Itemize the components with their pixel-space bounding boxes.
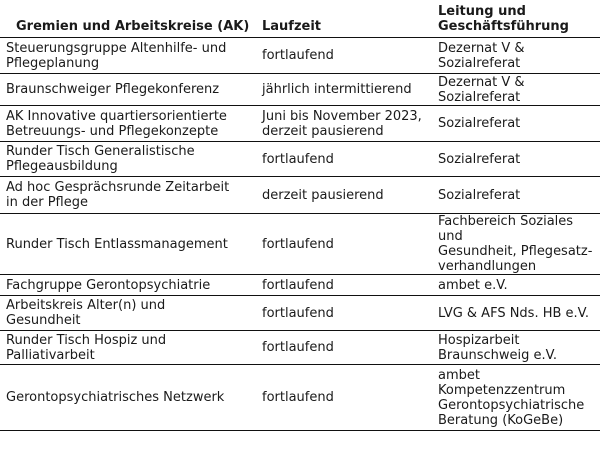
cell-gremium-text: Braunschweiger Pflegekonferenz: [6, 82, 220, 97]
cell-gremium-text: Ad hoc Gesprächsrunde Zeitarbeit in der Pflege: [6, 180, 230, 210]
table-header: [0, 0, 600, 38]
cell-laufzeit-text: fortlaufend: [262, 151, 334, 167]
cell-laufzeit-text: fortlaufend: [262, 305, 334, 321]
cell-leitung-text: Dezernat V & Sozialreferat: [438, 74, 525, 105]
cell-leitung-text: Sozialreferat: [438, 116, 521, 131]
cell-laufzeit-text: fortlaufend: [262, 236, 334, 252]
table-row: [0, 106, 600, 142]
cell-laufzeit: [258, 214, 436, 275]
table-row: [0, 365, 600, 431]
table-row: [0, 177, 600, 214]
cell-gremium: [0, 214, 258, 275]
table-row: [0, 214, 600, 275]
cell-leitung: [436, 74, 600, 106]
cell-laufzeit: [258, 106, 436, 142]
cell-gremium-text: Runder Tisch Entlassmanagement: [6, 236, 228, 252]
cell-laufzeit-text: fortlaufend: [262, 277, 334, 293]
cell-leitung: [436, 38, 600, 74]
cell-laufzeit-text: fortlaufend: [262, 390, 334, 405]
table-row: [0, 296, 600, 331]
cell-leitung: [436, 296, 600, 331]
cell-leitung-text: Hospizarbeit Braunschweig e.V.: [438, 332, 557, 363]
header-gremien: [0, 0, 258, 38]
cell-gremium: [0, 106, 258, 142]
cell-leitung: [436, 106, 600, 142]
header-gremien-text: Gremien und Arbeitskreise (AK): [16, 19, 250, 34]
cell-laufzeit: [258, 177, 436, 214]
cell-gremium: [0, 74, 258, 106]
cell-laufzeit: [258, 275, 436, 296]
cell-laufzeit-text: jährlich intermittierend: [262, 82, 412, 97]
cell-leitung-text: ambet e.V.: [438, 277, 508, 293]
cell-gremium: [0, 365, 258, 431]
table-row: [0, 275, 600, 296]
table-body: [0, 38, 600, 431]
table-row: [0, 331, 600, 365]
table-row: [0, 74, 600, 106]
cell-gremium: [0, 177, 258, 214]
cell-leitung: [436, 177, 600, 214]
cell-laufzeit: [258, 38, 436, 74]
cell-gremium-text: Arbeitskreis Alter(n) und Gesundheit: [6, 298, 166, 328]
cell-leitung-text: Sozialreferat: [438, 187, 521, 203]
cell-laufzeit-text: derzeit pausierend: [262, 187, 384, 203]
cell-leitung: [436, 142, 600, 177]
cell-gremium: [0, 142, 258, 177]
table-row: [0, 38, 600, 74]
cell-gremium: [0, 38, 258, 74]
cell-gremium: [0, 296, 258, 331]
header-leitung: [436, 0, 600, 38]
cell-gremium-text: Fachgruppe Gerontopsychiatrie: [6, 277, 211, 293]
cell-leitung-text: Dezernat V & Sozialreferat: [438, 40, 525, 71]
cell-leitung: [436, 214, 600, 275]
cell-laufzeit: [258, 331, 436, 365]
cell-leitung: [436, 275, 600, 296]
header-laufzeit-text: Laufzeit: [262, 19, 322, 34]
cell-gremium: [0, 331, 258, 365]
cell-leitung: [436, 365, 600, 431]
cell-laufzeit-text: fortlaufend: [262, 340, 334, 355]
cell-leitung-text: Sozialreferat: [438, 151, 521, 167]
header-laufzeit: [258, 0, 436, 38]
cell-gremium-text: Steuerungsgruppe Altenhilfe- und Pflegeplanung: [6, 40, 227, 71]
header-leitung-text: Leitung und Geschäftsführung: [438, 4, 569, 34]
cell-leitung-text: ambet Kompetenzzentrum Gerontopsychiatrische Beratung (KoGeBe): [438, 367, 585, 428]
cell-gremium-text: Runder Tisch Generalistische Pflegeausbildung: [6, 144, 195, 174]
cell-laufzeit: [258, 365, 436, 431]
cell-leitung: [436, 331, 600, 365]
cell-laufzeit-text: Juni bis November 2023, derzeit pausierend: [262, 108, 422, 139]
table-row: [0, 142, 600, 177]
cell-gremium-text: AK Innovative quartiersorientierte Betreuungs- und Pflegekonzepte: [6, 108, 227, 139]
cell-gremium-text: Gerontopsychiatrisches Netzwerk: [6, 390, 225, 405]
cell-gremium: [0, 275, 258, 296]
cell-leitung-text: LVG & AFS Nds. HB e.V.: [438, 305, 590, 321]
cell-gremium-text: Runder Tisch Hospiz und Palliativarbeit: [6, 332, 167, 363]
cell-leitung-text: Fachbereich Soziales und Gesundheit, Pflegesatz- verhandlungen: [438, 214, 593, 274]
cell-laufzeit: [258, 74, 436, 106]
cell-laufzeit-text: fortlaufend: [262, 48, 334, 63]
cell-laufzeit: [258, 296, 436, 331]
header-row: [0, 0, 600, 38]
cell-laufzeit: [258, 142, 436, 177]
